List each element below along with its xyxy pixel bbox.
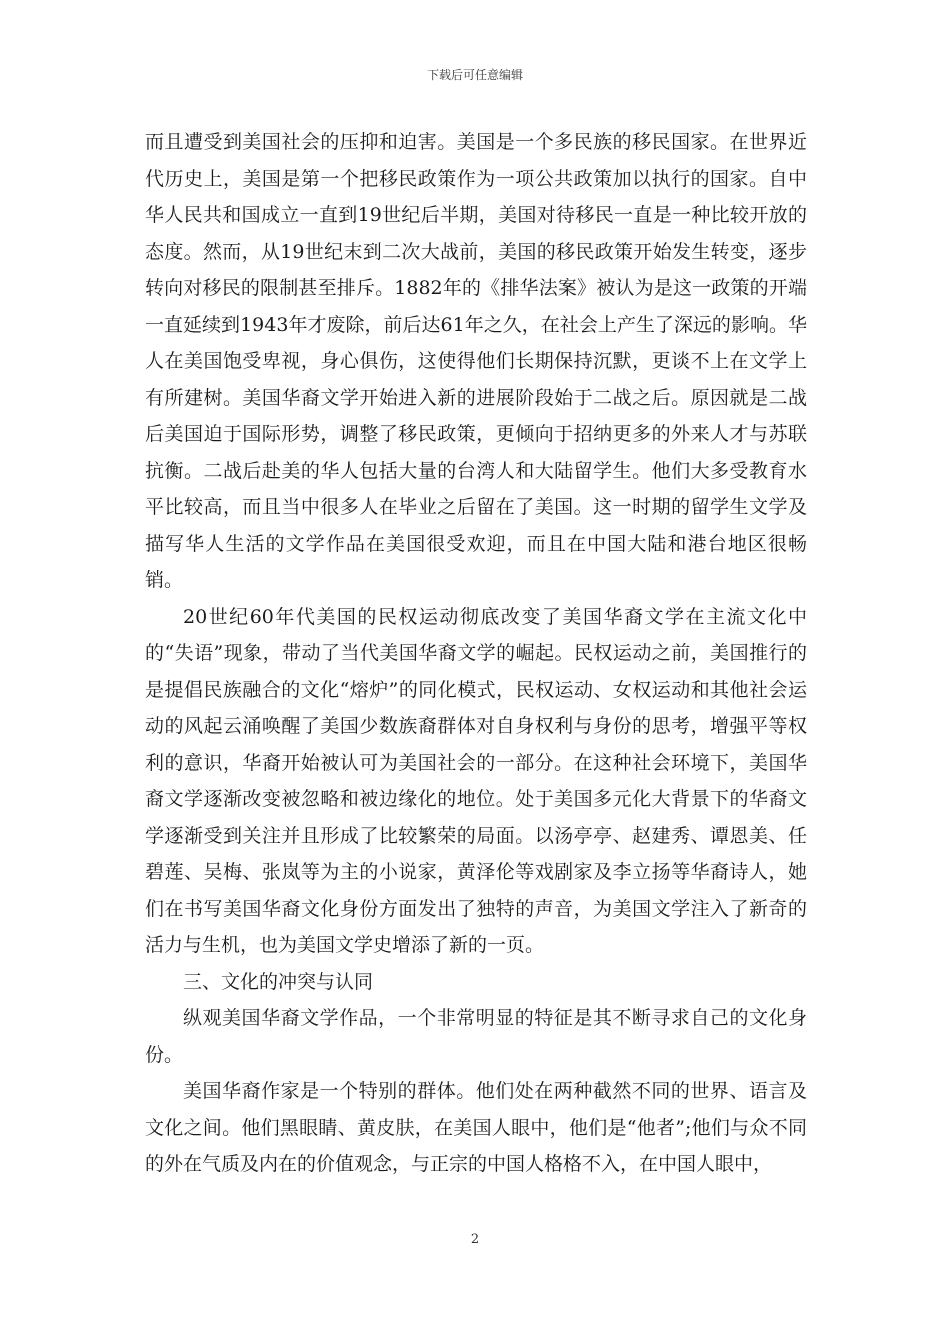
paragraph-writers-group: 美国华裔作家是一个特别的群体。他们处在两种截然不同的世界、语言及文化之间。他们黑眼睛、黄皮肤，在美国人眼中，他们是“他者”;他们与众不同的外在气质及内在的价值观念，与正宗的中国人格格不入，在中国人眼中，: [145, 1080, 807, 1175]
paragraph-identity: 纵观美国华裔文学作品，一个非常明显的特征是其不断寻求自己的文化身份。: [145, 1007, 807, 1066]
document-body: [145, 124, 807, 1183]
paragraph-civil-rights: 20世纪60年代美国的民权运动彻底改变了美国华裔文学在主流文化中的“失语”现象，带动了当代美国华裔文学的崛起。民权运动之前，美国推行的是提倡民族融合的文化“熔炉”的同化模式，民权运动、女权运动和其他社会运动的风起云涌唤醒了美国少数族裔群体对自身权利与身份的思考，增强平等权利的意识，华裔开始被认可为美国社会的一部分。在这种社会环境下，美国华裔文学逐渐改变被忽略和被边缘化的地位。处于美国多元化大背景下的华裔文学逐渐受到关注并且形成了比较繁荣的局面。以汤亭亭、赵建秀、谭恩美、任碧莲、吴梅、张岚等为主的小说家，黄泽伦等戏剧家及李立扬等华裔诗人，她们在书写美国华裔文化身份方面发出了独特的声音，为美国文学注入了新奇的活力与生机，也为美国文学史增添了新的一页。: [145, 605, 807, 956]
page-header: 下载后可任意编辑: [426, 68, 523, 82]
section-heading: 三、文化的冲突与认同: [183, 970, 374, 993]
page-number: 2: [470, 1232, 480, 1247]
paragraph-continuation: 而且遭受到美国社会的压抑和迫害。美国是一个多民族的移民国家。在世界近代历史上，美国是第一个把移民政策作为一项公共政策加以执行的国家。自中华人民共和国成立一直到19世纪后半期，美国对待移民一直是一种比较开放的态度。然而，从19世纪末到二次大战前，美国的移民政策开始发生转变，逐步转向对移民的限制甚至排斥。1882年的《排华法案》被认为是这一政策的开端一直延续到1943年才废除，前后达61年之久，在社会上产生了深远的影响。华人在美国饱受卑视，身心俱伤，这使得他们长期保持沉默，更谈不上在文学上有所建树。美国华裔文学开始进入新的进展阶段始于二战之后。原因就是二战后美国迫于国际形势，调整了移民政策，更倾向于招纳更多的外来人才与苏联抗衡。二战后赴美的华人包括大量的台湾人和大陆留学生。他们大多受教育水平比较高，而且当中很多人在毕业之后留在了美国。这一时期的留学生文学及描写华人生活的文学作品在美国很受欢迎，而且在中国大陆和港台地区很畅销。: [145, 131, 807, 591]
